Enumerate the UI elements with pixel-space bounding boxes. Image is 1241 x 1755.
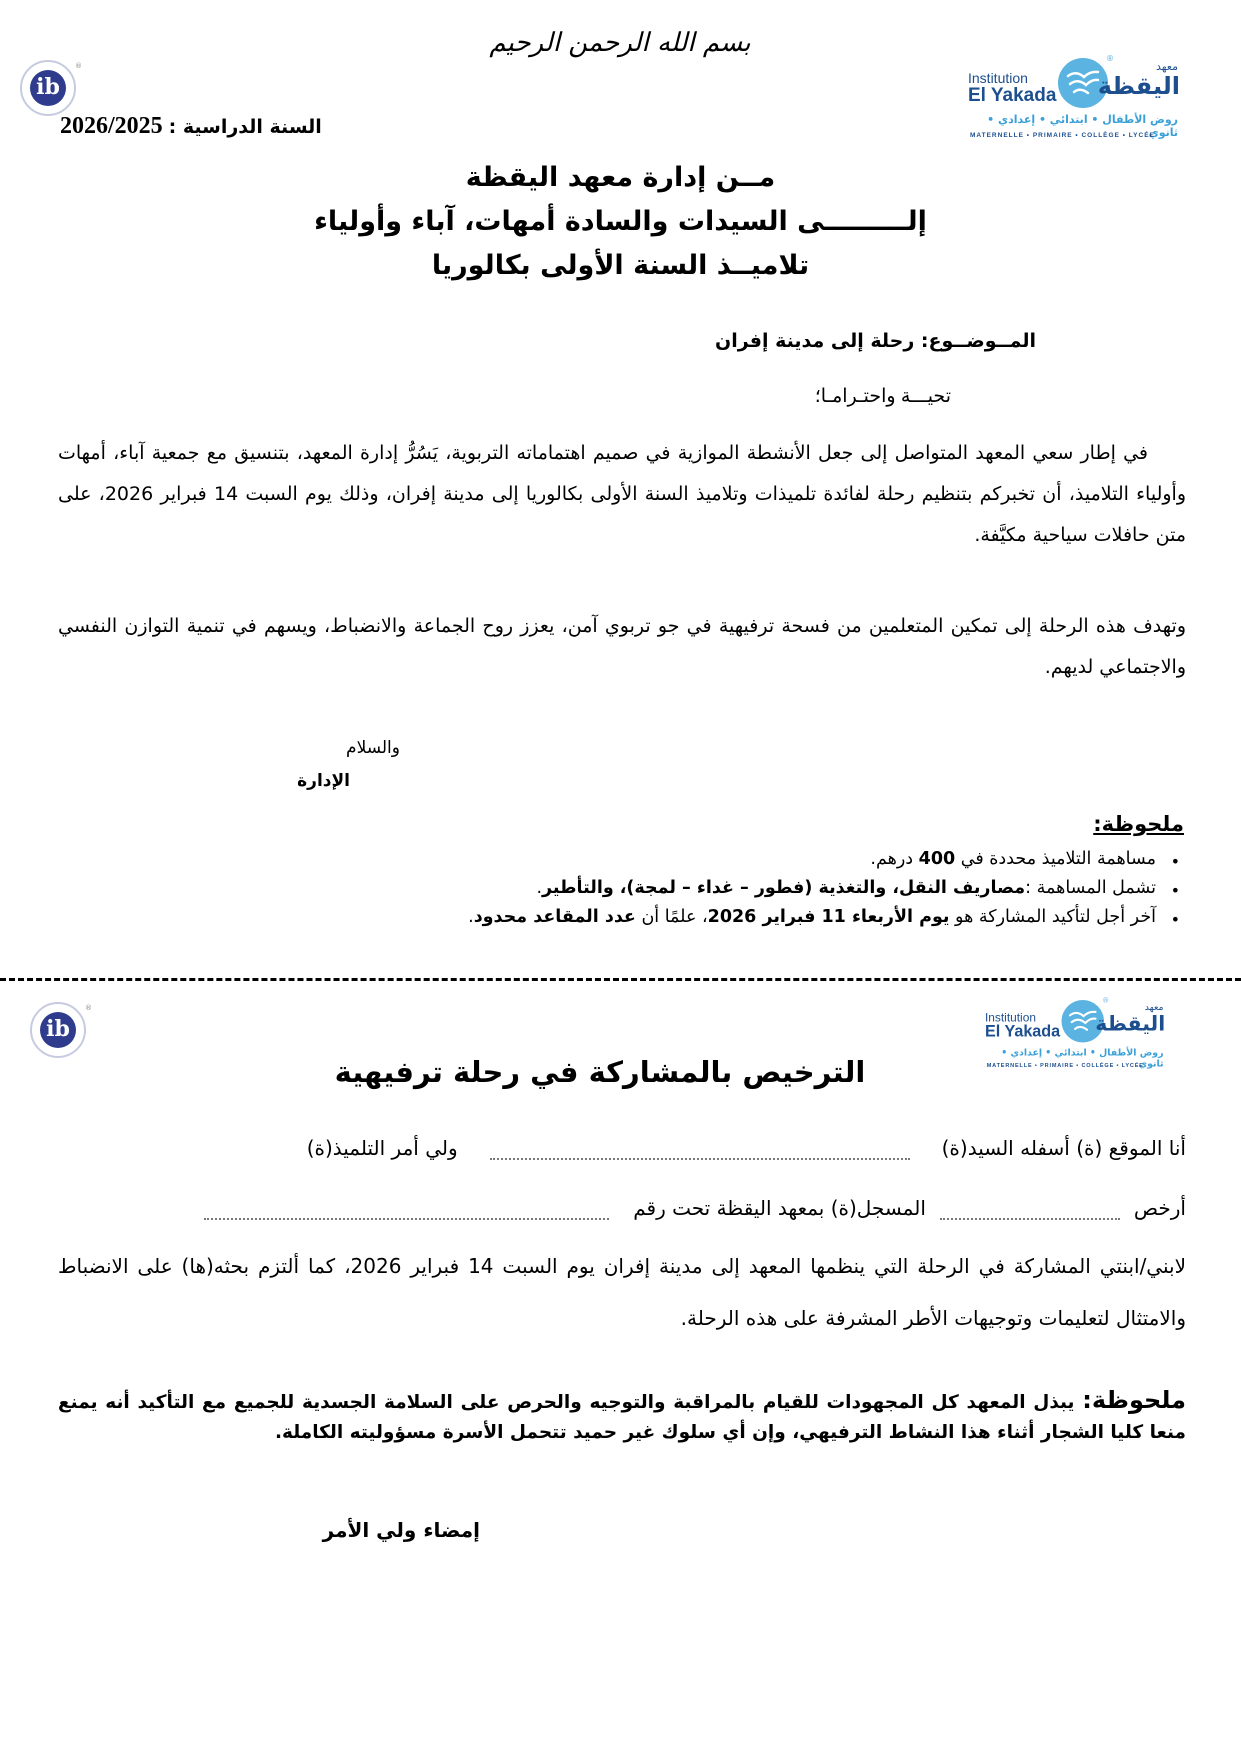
logo-institute-ar: معهد	[1144, 1001, 1164, 1013]
note-item	[134, 874, 1184, 903]
form-line-student	[58, 1180, 1186, 1220]
note-item	[134, 845, 1184, 874]
subject-line: المــوضــوع: رحلة إلى مدينة إفران	[714, 330, 1036, 352]
warning-title: ملحوظة:	[1082, 1386, 1186, 1414]
cut-line-divider	[0, 978, 1241, 981]
note-text: .	[468, 907, 474, 927]
note-text: ، علمًا أن	[635, 907, 708, 927]
note-title: ملحوظة:	[1093, 812, 1184, 836]
registered-icon: ®	[85, 1004, 92, 1012]
student-name-field[interactable]	[204, 1196, 609, 1220]
authorize-label: أرخص	[1133, 1196, 1186, 1220]
ib-logo	[20, 60, 82, 116]
logo-institute-ar: معهد	[1155, 60, 1178, 73]
registered-label: المسجل(ة) بمعهد اليقظة تحت رقم	[633, 1196, 926, 1220]
note-text: درهم.	[870, 849, 919, 869]
form-warning	[58, 1385, 1186, 1448]
to-line-2: تلاميــذ السنة الأولى بكالوريا	[431, 250, 810, 281]
logo-levels-ar: روض الأطفال • ابتدائي • إعدادي • ثانوي	[987, 113, 1178, 139]
greeting: تحيـــة واحتـرامـا؛	[814, 386, 951, 407]
guardian-name-field[interactable]	[490, 1136, 910, 1160]
guardian-of-label: ولي أمر التلميذ(ة)	[306, 1136, 458, 1160]
note-text: .	[536, 878, 543, 898]
logo-levels-fr: MATERNELLE • PRIMAIRE • COLLÈGE • LYCÉE	[986, 1062, 1144, 1069]
warning-text: يبذل المعهد كل المجهودات للقيام بالمراقبة والتوجيه والحرص على السلامة الجسدية للجميع مع التأكيد أنه يمنع منعا كليا الشجار أثناء هذا النشاط الترفيهي، وإن أي سلوك غير حميد تتحمل الأسرة مسؤوليته الكاملة.	[58, 1392, 1186, 1443]
paragraph-goals: وتهدف هذه الرحلة إلى تمكين المتعلمين من فسحة ترفيهية في جو تربوي آمن، يعزز روح الجماعة والانضباط، ويسهم في تنمية التوازن النفسي والاجتماعي لديهم.	[58, 615, 1186, 678]
note-item	[134, 903, 1184, 932]
logo-institution-text: Institution	[985, 1010, 1036, 1024]
logo-name-ar: اليقظة	[1097, 72, 1180, 100]
ib-letters: ib	[30, 70, 66, 106]
school-year	[60, 113, 360, 140]
school-year-value: 2026/2025	[60, 113, 163, 139]
form-line-guardian	[58, 1120, 1186, 1160]
paragraph-intro: في إطار سعي المعهد المتواصل إلى جعل الأنشطة الموازية في صميم اهتماماته التربوية، يَسُرُّ إدارة المعهد، بتنسيق مع جمعية آباء، أمهات وأولياء التلاميذ، أن تخبركم بتنظيم رحلة لفائدة تلميذات وتلاميذ السنة الأولى بكالوريا إلى مدينة إفران، وذلك يوم السبت 14 فبراير 2026، على متن حافلات سياحية مكيَّفة.	[58, 442, 1186, 546]
note-deadline: يوم الأربعاء 11 فبراير 2026	[707, 907, 950, 927]
note-text: آخر أجل لتأكيد المشاركة هو	[949, 907, 1156, 927]
registered-icon: ®	[75, 62, 82, 70]
basmala	[420, 28, 820, 68]
registration-number-field[interactable]	[940, 1196, 1120, 1220]
notes-list	[134, 845, 1184, 932]
registered-icon: ®	[1106, 54, 1114, 63]
signature-administration: الإدارة	[297, 771, 350, 791]
note-included-costs: مصاريف النقل، والتغذية (فطور – غداء – لمجة)، والتأطير	[542, 878, 1026, 898]
logo-name-text: El Yakada	[968, 85, 1057, 106]
note-amount: 400	[918, 849, 956, 869]
note-text: تشمل المساهمة :	[1025, 878, 1156, 898]
logo-levels-ar: روض الأطفال • ابتدائي • إعدادي • ثانوي	[1001, 1046, 1164, 1069]
ib-letters: ib	[40, 1012, 76, 1048]
logo-name-ar: اليقظة	[1095, 1011, 1166, 1036]
to-line: إلـــــــــى السيدات والسادة أمهات، آباء وأولياء	[314, 206, 927, 237]
logo-name-text: El Yakada	[985, 1022, 1061, 1041]
note-limited-seats: عدد المقاعد محدود	[473, 907, 636, 927]
authorization-text: لابني/ابنتي المشاركة في الرحلة التي ينظمها المعهد إلى مدينة إفران يوم السبت 14 فبراير 2026، كما ألتزم بحثه(ها) على الانضباط والامتثال لتعليمات وتوجيهات الأطر المشرفة على هذه الرحلة.	[58, 1254, 1186, 1330]
from-line: مــن إدارة معهد اليقظة	[465, 162, 776, 193]
closing: والسلام	[346, 738, 400, 758]
school-logo	[968, 54, 1208, 148]
guardian-label: أنا الموقع (ة) أسفله السيد(ة)	[941, 1136, 1186, 1160]
ib-logo	[30, 1002, 92, 1058]
registered-icon: ®	[1102, 996, 1110, 1005]
form-title: الترخيص بالمشاركة في رحلة ترفيهية	[334, 1055, 866, 1089]
note-text: مساهمة التلاميذ محددة في	[955, 849, 1156, 869]
school-year-label: السنة الدراسية :	[168, 116, 322, 138]
school-logo	[985, 996, 1189, 1077]
logo-levels-fr: MATERNELLE • PRIMAIRE • COLLÈGE • LYCÉE	[970, 132, 1155, 139]
basmala-text: بسم الله الرحمن الرحيم	[489, 28, 751, 58]
guardian-signature-label: إمضاء ولي الأمر	[322, 1518, 480, 1542]
logo-institution-text: Institution	[968, 70, 1028, 86]
